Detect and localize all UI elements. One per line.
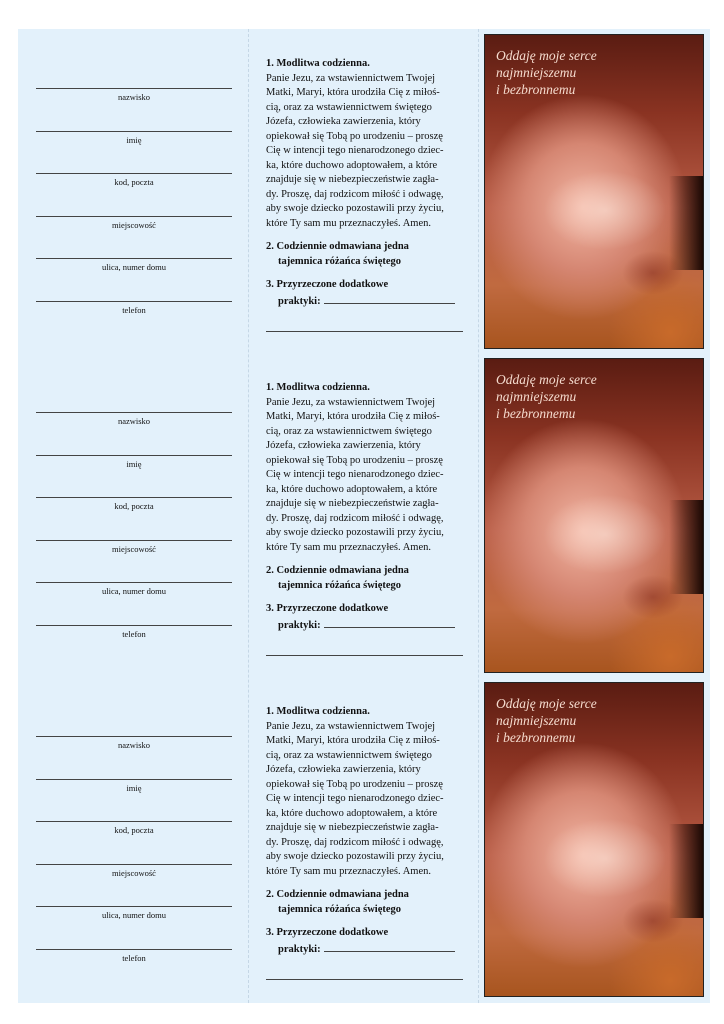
prayer-line: cią, oraz za wstawiennictwem świętego [266,425,432,437]
phone-field[interactable] [36,625,232,668]
field-line [36,736,232,737]
field-line [36,906,232,907]
fetus-photo [484,682,704,997]
page-sheet [18,29,710,1003]
prayer-line: ka, które duchowo adoptowałem, a które [266,807,438,819]
prayer-body [266,72,463,232]
heading-rosary-line2: tajemnica różańca świętego [278,903,402,915]
heading-daily-prayer: 1. Modlitwa codzienna. [266,58,370,69]
field-label: telefon [122,304,146,315]
first-name-field[interactable] [36,131,232,174]
prayer-line: Józefa, człowieka zawierzenia, który [266,116,421,127]
field-label: telefon [122,628,146,639]
surname-field[interactable] [36,412,232,455]
prayer-line: Panie Jezu, za wstawiennictwem Twojej [266,72,436,84]
practices-extra-line[interactable] [266,331,463,332]
heading-practices [266,926,463,957]
prayer-body [266,720,463,880]
heading-practices-line1: 3. Przyrzeczone dodatkowe [266,279,389,290]
field-label: miejscowość [112,867,156,878]
caption-line: i bezbronnemu [496,730,576,745]
street-field[interactable] [36,582,232,625]
heading-daily-prayer: 1. Modlitwa codzienna. [266,706,370,717]
practices-label: praktyki: [278,619,321,631]
prayer-line: aby swoje dziecko pozostawili przy życiu, [266,527,444,538]
heading-practices-line1: 3. Przyrzeczone dodatkowe [266,927,389,938]
prayer-line: Cię w intencji tego nienarodzonego dziec- [266,793,444,804]
caption-line: najmniejszemu [496,389,577,404]
prayer-line: ka, które duchowo adoptowałem, a które [266,159,438,171]
prayer-line: Józefa, człowieka zawierzenia, który [266,440,421,451]
caption-line: najmniejszemu [496,65,577,80]
prayer-line: znajduje się w niebezpieczeństwie zagła- [266,822,439,833]
prayer-line: Cię w intencji tego nienarodzonego dziec- [266,469,444,480]
field-line [36,88,232,89]
field-label: nazwisko [117,740,151,750]
address-form [36,412,232,667]
prayer-line: dy. Proszę, daj rodzicom miłość i odwagę, [266,188,444,200]
field-line [36,779,232,780]
field-line [36,216,232,217]
practices-label: praktyki: [278,943,321,955]
prayer-line: opiekował się Tobą po urodzeniu – proszę [266,778,443,790]
field-line [36,625,232,626]
practices-extra-line[interactable] [266,655,463,656]
practices-input-line[interactable] [324,941,455,952]
city-field[interactable] [36,216,232,259]
pledge-text [266,57,463,332]
field-label: nazwisko [117,416,151,426]
caption-line: najmniejszemu [496,713,577,728]
heading-rosary-line1: 2. Codziennie odmawiana jedna [266,889,409,900]
prayer-line: które Ty sam mu przeznaczyłeś. Amen. [266,217,431,229]
city-field[interactable] [36,864,232,907]
field-label: telefon [122,952,146,963]
field-label: imię [126,134,142,145]
address-form [36,736,232,991]
first-name-field[interactable] [36,779,232,822]
prayer-line: Matki, Maryi, która urodziła Cię z miłoś- [266,411,440,422]
field-label: kod, poczta [114,177,154,187]
field-label: ulica, numer domu [102,586,166,596]
prayer-line: Matki, Maryi, która urodziła Cię z miłoś- [266,87,440,98]
field-label: miejscowość [112,219,156,230]
surname-field[interactable] [36,88,232,131]
field-line [36,131,232,132]
prayer-line: które Ty sam mu przeznaczyłeś. Amen. [266,541,431,553]
prayer-line: dy. Proszę, daj rodzicom miłość i odwagę, [266,512,444,524]
heading-rosary [266,240,463,269]
prayer-line: dy. Proszę, daj rodzicom miłość i odwagę, [266,836,444,848]
field-line [36,173,232,174]
caption-line: i bezbronnemu [496,82,576,97]
field-label: kod, poczta [114,501,154,511]
field-label: ulica, numer domu [102,910,166,920]
heading-practices [266,278,463,309]
practices-label: praktyki: [278,295,321,307]
postcode-field[interactable] [36,497,232,540]
photo-caption [496,371,597,422]
field-label: kod, poczta [114,825,154,835]
heading-practices [266,602,463,633]
prayer-line: opiekował się Tobą po urodzeniu – proszę [266,454,443,466]
heading-practices-line1: 3. Przyrzeczone dodatkowe [266,603,389,614]
prayer-line: cią, oraz za wstawiennictwem świętego [266,749,432,761]
caption-line: Oddaję moje serce [496,48,597,63]
heading-rosary-line1: 2. Codziennie odmawiana jedna [266,565,409,576]
heading-rosary [266,564,463,593]
field-line [36,821,232,822]
prayer-line: cią, oraz za wstawiennictwem świętego [266,101,432,113]
prayer-body [266,396,463,556]
street-field[interactable] [36,906,232,949]
phone-field[interactable] [36,301,232,344]
prayer-line: aby swoje dziecko pozostawili przy życiu, [266,851,444,862]
practices-input-line[interactable] [324,617,455,628]
caption-line: i bezbronnemu [496,406,576,421]
field-label: ulica, numer domu [102,262,166,272]
prayer-line: które Ty sam mu przeznaczyłeś. Amen. [266,865,431,877]
coupon-2 [18,353,710,677]
field-line [36,582,232,583]
prayer-line: ka, które duchowo adoptowałem, a które [266,483,438,495]
field-label: imię [126,782,142,793]
prayer-line: Matki, Maryi, która urodziła Cię z miłoś- [266,735,440,746]
caption-line: Oddaję moje serce [496,372,597,387]
field-line [36,497,232,498]
caption-line: Oddaję moje serce [496,696,597,711]
field-line [36,864,232,865]
prayer-line: Cię w intencji tego nienarodzonego dziec- [266,145,444,156]
heading-rosary-line2: tajemnica różańca świętego [278,579,402,591]
fetus-photo [484,358,704,673]
field-line [36,412,232,413]
prayer-line: znajduje się w niebezpieczeństwie zagła- [266,174,439,185]
prayer-line: Panie Jezu, za wstawiennictwem Twojej [266,720,436,732]
prayer-line: znajduje się w niebezpieczeństwie zagła- [266,498,439,509]
pledge-text [266,381,463,656]
fetus-photo [484,34,704,349]
field-line [36,455,232,456]
heading-daily-prayer: 1. Modlitwa codzienna. [266,382,370,393]
first-name-field[interactable] [36,455,232,498]
phone-field[interactable] [36,949,232,992]
city-field[interactable] [36,540,232,583]
prayer-line: opiekował się Tobą po urodzeniu – proszę [266,130,443,142]
field-label: miejscowość [112,543,156,554]
heading-rosary [266,888,463,917]
field-label: imię [126,458,142,469]
postcode-field[interactable] [36,173,232,216]
field-label: nazwisko [117,92,151,102]
postcode-field[interactable] [36,821,232,864]
pledge-text [266,705,463,980]
prayer-line: Józefa, człowieka zawierzenia, który [266,764,421,775]
heading-rosary-line1: 2. Codziennie odmawiana jedna [266,241,409,252]
photo-caption [496,695,597,746]
field-line [36,949,232,950]
heading-rosary-line2: tajemnica różańca świętego [278,255,402,267]
practices-input-line[interactable] [324,293,455,304]
prayer-line: Panie Jezu, za wstawiennictwem Twojej [266,396,436,408]
surname-field[interactable] [36,736,232,779]
coupon-3 [18,677,710,1001]
field-line [36,540,232,541]
photo-caption [496,47,597,98]
field-line [36,258,232,259]
coupon-1 [18,29,710,353]
address-form [36,88,232,343]
practices-extra-line[interactable] [266,979,463,980]
prayer-line: aby swoje dziecko pozostawili przy życiu, [266,203,444,214]
field-line [36,301,232,302]
street-field[interactable] [36,258,232,301]
